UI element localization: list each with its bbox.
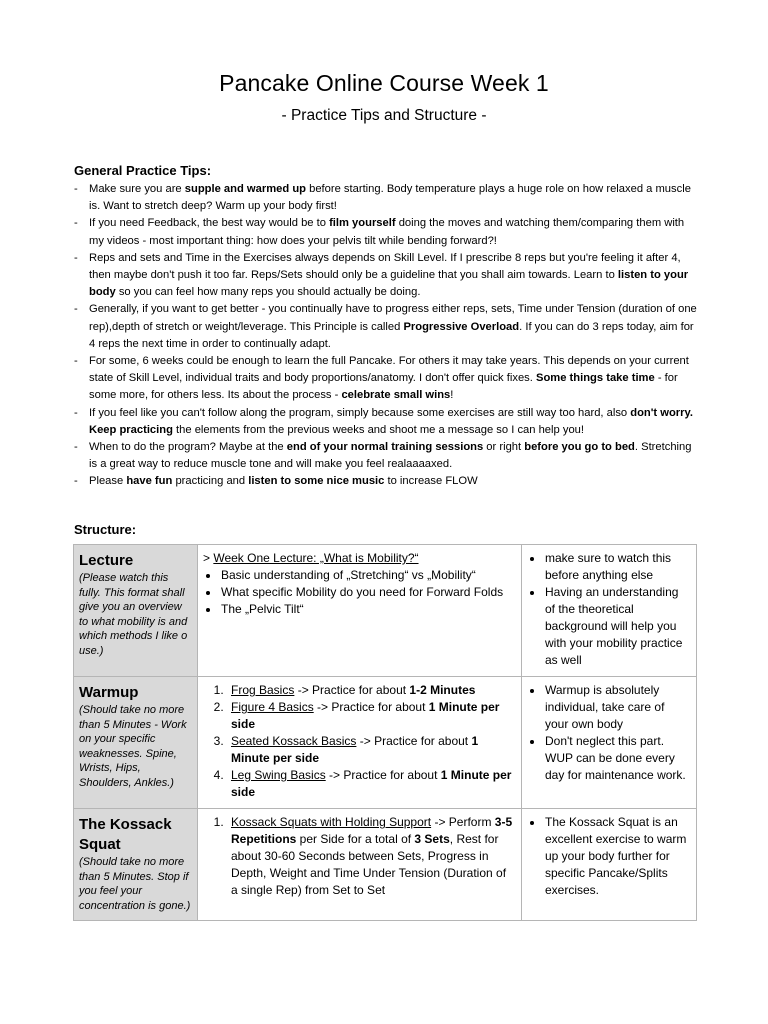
emphasis-text: 3 Sets (414, 832, 450, 846)
tip-item (74, 439, 698, 473)
tips-heading: General Practice Tips: (74, 163, 212, 178)
tip-item (74, 473, 698, 490)
exercise-item: 2. Figure 4 Basics -> Practice for about 1 Minute per side (227, 699, 516, 733)
warmup-exercises (203, 682, 516, 801)
tips-list (74, 181, 698, 491)
list-item: • What specific Mobility do you need for Forward Folds (220, 584, 516, 601)
table-row-lecture (74, 545, 697, 677)
tip-bullet: - (74, 303, 78, 316)
exercise-link[interactable]: Leg Swing Basics (231, 768, 326, 782)
emphasis-text: supple and warmed up (184, 183, 306, 195)
emphasis-text: listen to your body (89, 269, 689, 299)
tip-text: If you feel like you can't follow along the program, simply because some exercises are still way too hard, also don't worry. Keep practicing the elements from the previous weeks and shoot me a message so I can help you! (89, 406, 694, 436)
tip-bullet: - (74, 251, 78, 264)
tip-text: Generally, if you want to get better - you continually have to progress either reps, sets, Time under Tension (duration of one rep),depth of stretch or weight/leverage. This Principle is called Progressive Overload. If you can do 3 reps today, aim for 4 reps the next time in order to continually adapt. (89, 303, 697, 350)
emphasis-text: before you go to bed (524, 441, 635, 454)
tip-item (74, 181, 698, 215)
emphasis-text: 1 Minute per side (231, 768, 512, 799)
list-item: • make sure to watch this before anything else (544, 550, 691, 584)
table-row-kossack (74, 809, 697, 921)
exercise-item: 1. Frog Basics -> Practice for about 1-2 Minutes (227, 682, 516, 699)
exercise-item: 4. Leg Swing Basics -> Practice for about 1 Minute per side (227, 767, 516, 801)
list-item: • Basic understanding of „Stretching“ vs „Mobility“ (220, 567, 516, 584)
lecture-content-cell (198, 545, 522, 677)
kossack-note: (Should take no more than 5 Minutes. Stop if you feel your concentration is gone.) (79, 856, 191, 912)
tip-bullet: - (74, 441, 78, 454)
tip-text: If you need Feedback, the best way would be to film yourself doing the moves and watching them/comparing them with my videos - most important thing: how does your pelvis tilt while bending forward?! (89, 217, 685, 247)
exercise-link[interactable]: Frog Basics (231, 683, 295, 697)
emphasis-text: 3-5 Repetitions (231, 815, 513, 846)
tip-item (74, 215, 698, 249)
tip-item (74, 250, 698, 302)
emphasis-text: celebrate small wins (341, 389, 451, 402)
exercise-item: 3. Seated Kossack Basics -> Practice for about 1 Minute per side (227, 733, 516, 767)
kossack-notes-cell (522, 809, 697, 921)
lecture-link[interactable]: Week One Lecture: „What is Mobility?“ (213, 551, 419, 565)
tip-bullet: - (74, 406, 78, 419)
tip-text: Reps and sets and Time in the Exercises always depends on Skill Level. If I prescribe 8 reps but you're feeling it after 4, then maybe don't push it too far. Reps/Sets should only be a guideline that you shall aim towards. Learn to listen to your body so you can feel how many reps you should actually be doing. (89, 251, 689, 299)
lecture-label-cell (74, 545, 198, 677)
tip-bullet: - (74, 355, 78, 368)
structure-table (73, 544, 697, 921)
lecture-notes-cell (522, 545, 697, 677)
warmup-notes (527, 682, 691, 784)
lecture-prefix: > (203, 551, 214, 565)
emphasis-text: 1 Minute per side (231, 700, 500, 731)
warmup-notes-cell (522, 677, 697, 809)
list-item: • The „Pelvic Tilt“ (220, 601, 516, 618)
tip-item (74, 353, 698, 405)
warmup-content-cell (198, 677, 522, 809)
warmup-label-cell (74, 677, 198, 809)
tip-text: Make sure you are supple and warmed up before starting. Body temperature plays a huge role on how relaxed a muscle is. Want to stretch deep? Warm up your body first! (89, 183, 691, 213)
warmup-note: (Should take no more than 5 Minutes - Work on your specific weaknesses. Spine, Wrists, Hips, Shoulders, Ankles.) (79, 704, 187, 789)
tip-text: For some, 6 weeks could be enough to learn the full Pancake. For others it may take years. This depends on your current state of Skill Level, individual traits and body proportions/anatomy. I don't offer quick fixes. Some things take time - for some more, for others less. Its about the process - celebrate small wins! (89, 355, 689, 402)
tip-bullet: - (74, 183, 78, 195)
list-item: • Having an understanding of the theoretical background will help you with your mobility practice as well (544, 584, 691, 669)
emphasis-text: film yourself (329, 217, 396, 230)
emphasis-text: have fun (126, 475, 173, 488)
list-item: • Warmup is absolutely individual, take care of your own body (544, 682, 691, 733)
emphasis-text: end of your normal training sessions (286, 441, 484, 454)
tip-text: When to do the program? Maybe at the end of your normal training sessions or right before you go to bed. Stretching is a great way to reduce muscle tone and will make you feel realaaaaxed. (89, 441, 692, 471)
lecture-title: Lecture (79, 552, 134, 569)
warmup-title: Warmup (79, 684, 139, 701)
emphasis-text: 1-2 Minutes (409, 683, 476, 697)
page-title: Pancake Online Course Week 1 (219, 70, 549, 96)
emphasis-text: listen to some nice music (248, 475, 385, 488)
emphasis-text: Some things take time (535, 372, 655, 385)
lecture-notes (527, 550, 691, 669)
page-subtitle: - Practice Tips and Structure - (281, 107, 487, 124)
lecture-points (203, 567, 516, 618)
tip-text: Please have fun practicing and listen to some nice music to increase FLOW (89, 475, 478, 488)
exercise-link[interactable]: Kossack Squats with Holding Support (231, 815, 432, 829)
emphasis-text: don't worry. Keep practicing (89, 406, 694, 436)
tip-item (74, 405, 698, 439)
exercise-link[interactable]: Seated Kossack Basics (231, 734, 357, 748)
structure-heading: Structure: (74, 522, 137, 537)
kossack-notes (527, 814, 691, 899)
kossack-label-cell (74, 809, 198, 921)
kossack-content-cell (198, 809, 522, 921)
emphasis-text: Progressive Overload (403, 320, 520, 333)
tip-bullet: - (74, 475, 78, 488)
exercise-item: 1. Kossack Squats with Holding Support -> Perform 3-5 Repetitions per Side for a total of 3 Sets, Rest for about 30-60 Seconds between Sets, Progress in Depth, Weight and Time Under Tension (Duration of a single Rep) from Set to Set (227, 814, 516, 899)
lecture-note: (Please watch this fully. This format shall give you an overview to what mobility is and which methods I like o use.) (79, 572, 188, 657)
exercise-link[interactable]: Figure 4 Basics (231, 700, 314, 714)
lecture-intro (203, 550, 516, 567)
kossack-title: The Kossack Squat (79, 816, 172, 853)
list-item: • Don't neglect this part. WUP can be done every day for maintenance work. (544, 733, 691, 784)
table-row-warmup (74, 677, 697, 809)
tip-bullet: - (74, 217, 78, 230)
tip-item (74, 301, 698, 353)
emphasis-text: 1 Minute per side (231, 734, 479, 765)
list-item: • The Kossack Squat is an excellent exercise to warm up your body further for specific Pancake/Splits exercises. (544, 814, 691, 899)
kossack-exercises (203, 814, 516, 899)
